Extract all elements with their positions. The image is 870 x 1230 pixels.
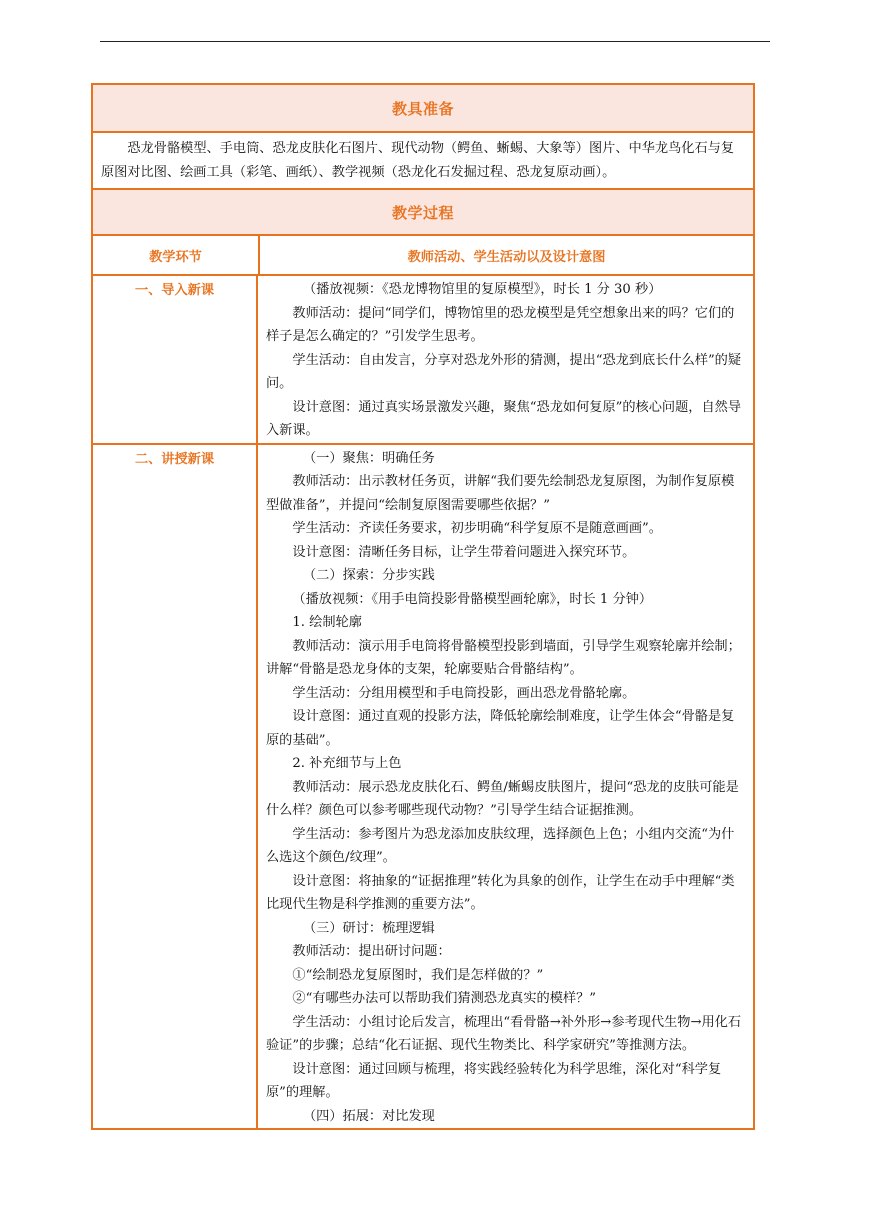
explore-video-note: （播放视频：《用手电筒投影骨骼模型画轮廓》，时长 1 分钟） <box>292 591 653 607</box>
step1-title: 1. 绘制轮廓 <box>292 615 362 630</box>
process-section-title: 教学过程 <box>93 190 753 236</box>
step2-student-activity: 学生活动：参考图片为恐龙添加皮肤纹理，选择颜色上色；小组内交流“为什么选这个颜色/纹理”。 <box>266 826 735 865</box>
focus-student-activity: 学生活动：齐读任务要求，初步明确“科学复原不是随意画画”。 <box>292 521 662 536</box>
column-header-row <box>93 236 753 276</box>
step1-student-activity: 学生活动：分组用模型和手电筒投影，画出恐龙骨骼轮廓。 <box>292 685 636 701</box>
column-header-activities: 教师活动、学生活动以及设计意图 <box>407 249 606 265</box>
step2-design-intent: 设计意图：将抽象的“证据推理”转化为具象的创作，让学生在动手中理解“类比现代生物是科学推测的重要方法”。 <box>266 873 735 912</box>
subsection-discuss-title: （三）研讨：梳理逻辑 <box>302 920 435 936</box>
focus-teacher-activity: 教师活动：出示教材任务页，讲解“我们要先绘制恐龙复原图，为制作复原模型做准备”，并提问“绘制复原图需要哪些依据？” <box>266 474 735 513</box>
subsection-focus-title: （一）聚焦：明确任务 <box>302 450 435 466</box>
step2-title: 2. 补充细节与上色 <box>292 756 402 771</box>
intro-student-activity: 学生活动：自由发言，分享对恐龙外形的猜测，提出“恐龙到底长什么样”的疑问。 <box>266 352 742 391</box>
discuss-question-2: ②“有哪些办法可以帮助我们猜测恐龙真实的模样？” <box>292 991 596 1006</box>
discuss-teacher-activity: 教师活动：提出研讨问题： <box>292 944 451 959</box>
table-row-new-lesson <box>93 445 753 1129</box>
column-header-stage: 教学环节 <box>93 236 260 274</box>
step1-teacher-activity: 教师活动：演示用手电筒将骨骼模型投影到墙面，引导学生观察轮廓并绘制；讲解“骨骼是恐龙身体的支架，轮廓要贴合骨骼结构”。 <box>266 638 741 677</box>
discuss-design-intent: 设计意图：通过回顾与梳理，将实践经验转化为科学思维，深化对“科学复原”的理解。 <box>266 1061 722 1100</box>
discuss-question-1: ①“绘制恐龙复原图时，我们是怎样做的？” <box>292 967 544 983</box>
intro-video-note: （播放视频：《恐龙博物馆里的复原模型》，时长 1 分 30 秒） <box>302 282 662 297</box>
subsection-extend-title: （四）拓展：对比发现 <box>302 1108 435 1124</box>
lesson-table <box>91 83 755 1130</box>
step1-design-intent: 设计意图：通过直观的投影方法，降低轮廓绘制难度，让学生体会“骨骼是复原的基础”。 <box>266 709 735 748</box>
subsection-explore-title: （二）探索：分步实践 <box>302 568 435 583</box>
step2-teacher-activity: 教师活动：展示恐龙皮肤化石、鳄鱼/蜥蜴皮肤图片，提问“恐龙的皮肤可能是什么样？颜色可以参考哪些现代动物？”引导学生结合证据推测。 <box>266 779 739 818</box>
focus-design-intent: 设计意图：清晰任务目标，让学生带着问题进入探究环节。 <box>292 544 636 560</box>
stage-content-new-lesson <box>258 445 753 1129</box>
header-rule <box>100 41 770 42</box>
table-row-intro <box>93 276 753 445</box>
stage-label-new-lesson: 二、讲授新课 <box>93 445 258 1129</box>
intro-teacher-activity: 教师活动：提问“同学们，博物馆里的恐龙模型是凭空想象出来的吗？它们的样子是怎么确定的？”引发学生思考。 <box>266 305 735 344</box>
discuss-student-activity: 学生活动：小组讨论后发言，梳理出“看骨骼→补外形→参考现代生物→用化石验证”的步骤；总结“化石证据、现代生物类比、科学家研究”等推测方法。 <box>266 1014 742 1053</box>
prep-section-title: 教具准备 <box>93 85 753 133</box>
intro-design-intent: 设计意图：通过真实场景激发兴趣，聚焦“恐龙如何复原”的核心问题，自然导入新课。 <box>266 399 742 438</box>
stage-label-intro: 一、导入新课 <box>93 276 258 443</box>
prep-materials-text: 恐龙骨骼模型、手电筒、恐龙皮肤化石图片、现代动物（鳄鱼、蜥蜴、大象等）图片、中华龙鸟化石与复原图对比图、绘画工具（彩笔、画纸）、教学视频（恐龙化石发掘过程、恐龙复原动画）。 <box>93 133 753 190</box>
stage-content-intro <box>258 276 753 443</box>
